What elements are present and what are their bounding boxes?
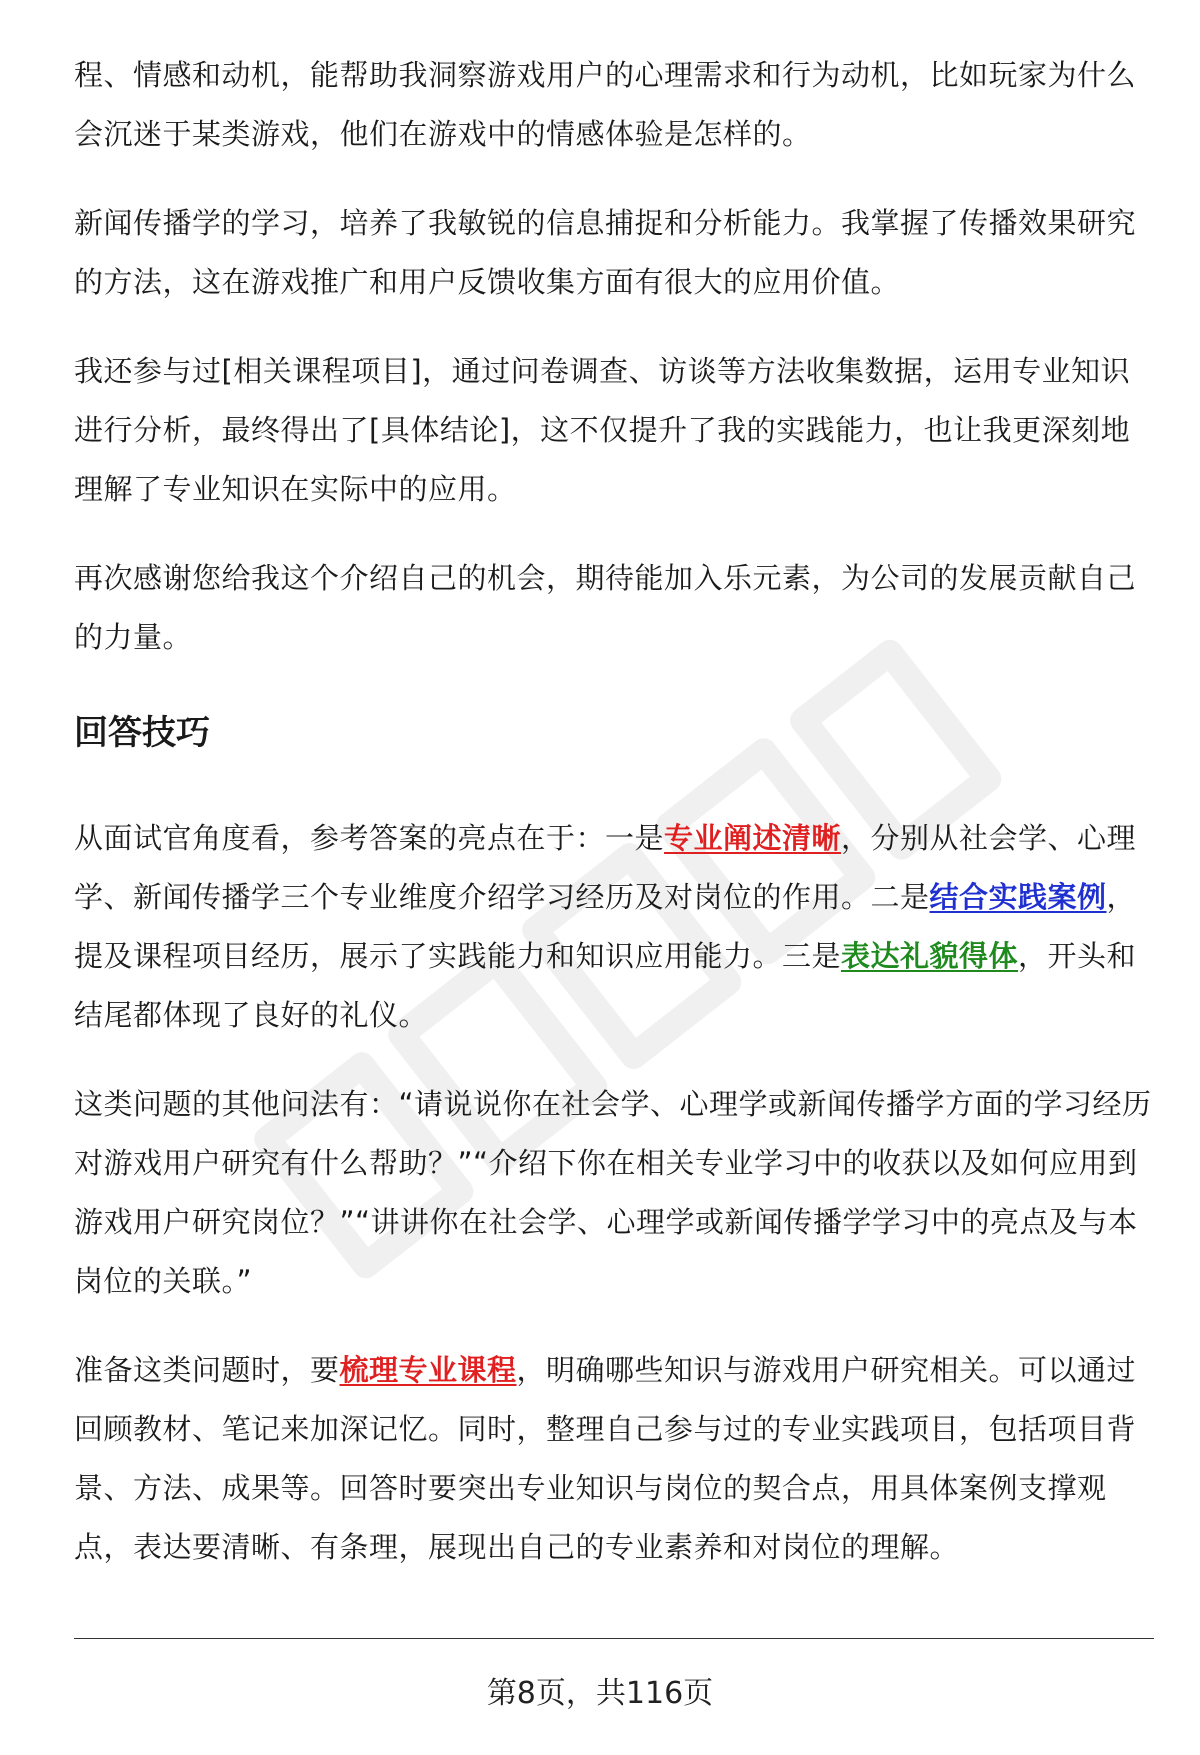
tips-text-4: ，开头和结尾都体现了良好的礼仪。 bbox=[74, 939, 1137, 1032]
tips-text-3: ，提及课程项目经历，展示了实践能力和知识应用能力。三是 bbox=[74, 880, 1137, 973]
paragraph-project: 我还参与过[相关课程项目]，通过问卷调查、访谈等方法收集数据，运用专业知识进行分析，最终得出了[具体结论]，这不仅提升了我的实践能力，也让我更深刻地理解了专业知识在实际中的应用。 bbox=[74, 354, 1131, 506]
tips-text-1: 从面试官角度看，参考答案的亮点在于：一是 bbox=[74, 821, 665, 855]
page-number: 第8页，共116页 bbox=[486, 1676, 714, 1711]
highlight-polite: 表达礼貌得体 bbox=[841, 939, 1019, 973]
paragraph-journalism: 新闻传播学的学习，培养了我敏锐的信息捕捉和分析能力。我掌握了传播效果研究的方法，这在游戏推广和用户反馈收集方面有很大的应用价值。 bbox=[74, 206, 1137, 299]
document-page bbox=[74, 46, 1154, 1607]
highlight-professional: 专业阐述清晰 bbox=[664, 821, 842, 855]
paragraph-psychology: 程、情感和动机，能帮助我洞察游戏用户的心理需求和行为动机，比如玩家为什么会沉迷于某类游戏，他们在游戏中的情感体验是怎样的。 bbox=[74, 58, 1137, 151]
prepare-text-2: ，明确哪些知识与游戏用户研究相关。可以通过回顾教材、笔记来加深记忆。同时，整理自己参与过的专业实践项目，包括项目背景、方法、成果等。回答时要突出专业知识与岗位的契合点，用具体案例支撑观点，表达要清晰、有条理，展现出自己的专业素养和对岗位的理解。 bbox=[74, 1353, 1137, 1564]
paragraph-other-questions: 这类问题的其他问法有：“请说说你在社会学、心理学或新闻传播学方面的学习经历对游戏用户研究有什么帮助？”“介绍下你在相关专业学习中的收获以及如何应用到游戏用户研究岗位？”“讲讲你在社会学、心理学或新闻传播学学习中的亮点及与本岗位的关联。” bbox=[74, 1087, 1152, 1298]
section-title: 回答技巧 bbox=[74, 713, 210, 753]
footer-divider bbox=[74, 1638, 1154, 1639]
tips-text-2: ，分别从社会学、心理学、新闻传播学三个专业维度介绍学习经历及对岗位的作用。二是 bbox=[74, 821, 1137, 914]
highlight-practice: 结合实践案例 bbox=[929, 880, 1107, 914]
paragraph-thanks: 再次感谢您给我这个介绍自己的机会，期待能加入乐元素，为公司的发展贡献自己的力量。 bbox=[74, 561, 1137, 654]
paragraph-tips bbox=[74, 809, 1154, 1045]
paragraph-prepare bbox=[74, 1341, 1154, 1577]
prepare-text-1: 准备这类问题时，要 bbox=[74, 1353, 340, 1387]
highlight-course: 梳理专业课程 bbox=[339, 1353, 517, 1387]
